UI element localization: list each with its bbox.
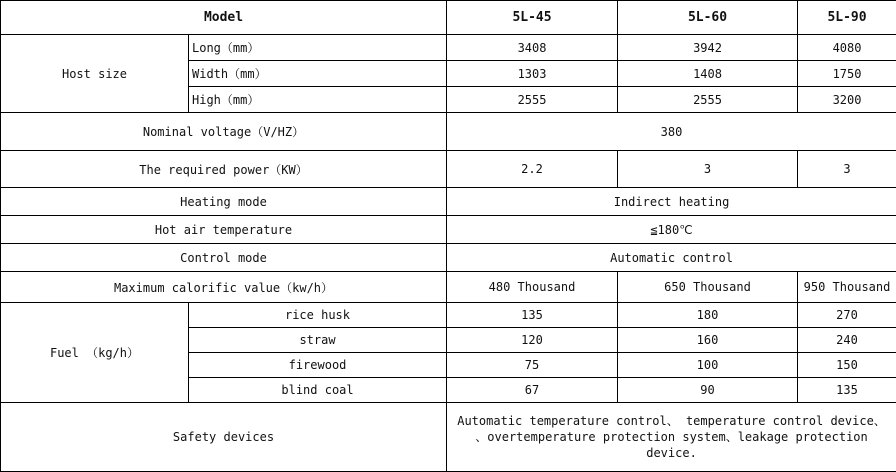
power-5l-90: 3 [798,151,896,188]
table-row [1,244,896,272]
calorific-5l-60: 650 Thousand [618,272,798,303]
control-mode-label: Control mode [1,244,447,272]
table-row [1,216,896,244]
high-5l-90: 3200 [798,87,896,113]
straw-5l-45: 120 [447,328,618,353]
width-5l-45: 1303 [447,61,618,87]
safety-devices-line-2: 、overtemperature protection system、leakage protection device. [451,429,892,461]
model-5l-45: 5L-45 [447,1,618,35]
safety-devices-label: Safety devices [1,403,447,472]
fuel-rice-husk-label: rice husk [189,303,447,328]
high-5l-45: 2555 [447,87,618,113]
nominal-voltage-label: Nominal voltage（V/HZ） [1,113,447,151]
rice-husk-5l-60: 180 [618,303,798,328]
table-row [1,113,896,151]
fuel-firewood-label: firewood [189,353,447,378]
fuel-label: Fuel （kg/h） [1,303,189,403]
calorific-5l-90: 950 Thousand [798,272,896,303]
high-5l-60: 2555 [618,87,798,113]
blind-coal-5l-60: 90 [618,378,798,403]
fuel-blind-coal-label: blind coal [189,378,447,403]
long-5l-45: 3408 [447,35,618,61]
max-calorific-label: Maximum calorific value（kw/h） [1,272,447,303]
long-5l-90: 4080 [798,35,896,61]
model-5l-60: 5L-60 [618,1,798,35]
power-5l-60: 3 [618,151,798,188]
firewood-5l-60: 100 [618,353,798,378]
long-5l-60: 3942 [618,35,798,61]
calorific-5l-45: 480 Thousand [447,272,618,303]
table-row [1,303,896,328]
heating-mode-value: Indirect heating [447,188,896,216]
table-row [1,35,896,61]
table-row [1,272,896,303]
heating-mode-label: Heating mode [1,188,447,216]
table-row [1,188,896,216]
host-size-label: Host size [1,35,189,113]
straw-5l-90: 240 [798,328,896,353]
control-mode-value: Automatic control [447,244,896,272]
width-5l-90: 1750 [798,61,896,87]
model-header: Model [1,1,447,35]
straw-5l-60: 160 [618,328,798,353]
blind-coal-5l-45: 67 [447,378,618,403]
rice-husk-5l-45: 135 [447,303,618,328]
blind-coal-5l-90: 135 [798,378,896,403]
long-label: Long（mm） [189,35,447,61]
model-5l-90: 5L-90 [798,1,896,35]
width-5l-60: 1408 [618,61,798,87]
nominal-voltage-value: 380 [447,113,896,151]
firewood-5l-45: 75 [447,353,618,378]
fuel-straw-label: straw [189,328,447,353]
power-5l-45: 2.2 [447,151,618,188]
width-label: Width（mm） [189,61,447,87]
header-row [1,1,896,35]
required-power-label: The required power（KW） [1,151,447,188]
table-row [1,403,896,472]
rice-husk-5l-90: 270 [798,303,896,328]
hot-air-temperature-value: ≦180℃ [447,216,896,244]
table-row [1,151,896,188]
high-label: High（mm） [189,87,447,113]
hot-air-temperature-label: Hot air temperature [1,216,447,244]
safety-devices-value [447,403,896,472]
safety-devices-line-1: Automatic temperature control、 temperature control device、 [451,413,892,429]
firewood-5l-90: 150 [798,353,896,378]
